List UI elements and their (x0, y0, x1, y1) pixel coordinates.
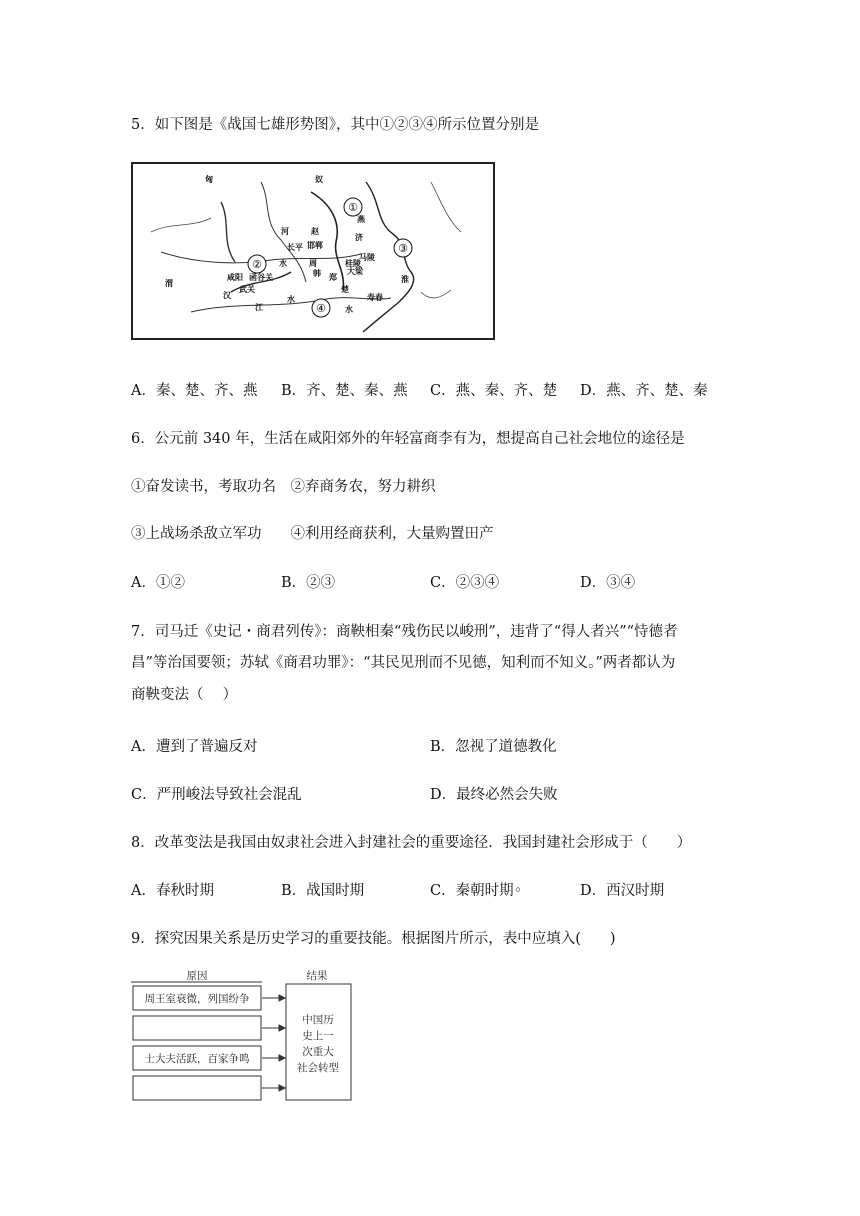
q5-stem: 5．如下图是《战国七雄形势图》，其中①②③④所示位置分别是 (131, 117, 539, 133)
map-label: 匈 (205, 175, 213, 184)
map-num-4: ④ (316, 302, 326, 315)
map-label: 水 (279, 259, 287, 268)
map-label: 武关 (239, 285, 255, 294)
map-label: 济 (355, 233, 363, 242)
q7-line-1: 7．司马迁《史记・商君列传》：商鞅相秦“残伤民以峻刑”，违背了“得人者兴”“恃德者 (131, 624, 678, 640)
q6-stem: 6．公元前 340 年，生活在咸阳郊外的年轻富商李有为，想提高自己社会地位的途径是 (131, 431, 685, 447)
result-line-1: 中国历 (302, 1014, 334, 1026)
q6-option-a: A．①② (131, 575, 185, 591)
map-label: 赵 (311, 227, 319, 236)
cause-1: 周王室衰微，列国纷争 (144, 993, 250, 1005)
result-line-2: 史上一 (302, 1030, 334, 1042)
warring-states-map (131, 162, 495, 342)
map-label: 函谷关 (249, 273, 273, 282)
map-label: 汉 (223, 291, 231, 300)
result-line-3: 次重大 (302, 1046, 334, 1058)
map-label: 渭 (165, 279, 173, 288)
map-label: 水 (287, 295, 295, 304)
map-label: 楚 (341, 285, 349, 294)
q5-option-c: C．燕、秦、齐、楚 (430, 383, 558, 399)
q7-line-3: 商鞅变法（ ） (131, 687, 238, 703)
q8-option-c: C．秦朝时期◦ (430, 883, 523, 899)
q5-option-a: A．秦、楚、齐、燕 (131, 383, 258, 399)
map-num-3: ③ (398, 242, 408, 255)
q6-item-1: ①奋发读书，考取功名 ②弃商务农，努力耕织 (131, 479, 436, 495)
q8-option-d: D．西汉时期 (580, 883, 665, 899)
result-line-4: 社会转型 (297, 1062, 339, 1074)
q6-item-2: ③上战场杀敌立军功 ④利用经商获利，大量购置田产 (131, 526, 494, 542)
map-label: 江 (255, 303, 263, 312)
map-label: 韩 (313, 269, 321, 278)
map-label: 郑 (329, 273, 337, 282)
map-label: 寿春 (367, 293, 383, 302)
q5-option-b: B．齐、楚、秦、燕 (281, 383, 408, 399)
q6-option-d: D．③④ (580, 575, 636, 591)
map-label: 桂陵 (345, 259, 361, 268)
q6-option-c: C．②③④ (430, 575, 500, 591)
map-label: 大梁 (347, 267, 363, 276)
map-label: 河 (281, 227, 289, 236)
map-num-2: ② (252, 258, 262, 271)
q7-option-a: A．遭到了普遍反对 (131, 739, 258, 755)
result-header: 结果 (306, 970, 328, 982)
cause-header: 原因 (186, 970, 208, 982)
cause-3: 士大夫活跃，百家争鸣 (144, 1053, 250, 1065)
map-label: 淮 (401, 275, 409, 284)
q7-option-d: D．最终必然会失败 (430, 787, 558, 803)
map-label: 咸阳 (227, 273, 243, 282)
q5-option-d: D．燕、齐、楚、秦 (580, 383, 708, 399)
q7-option-b: B．忽视了道德教化 (430, 739, 557, 755)
q9-stem: 9．探究因果关系是历史学习的重要技能。根据图片所示，表中应填入( ) (131, 931, 616, 947)
q6-option-b: B．②③ (281, 575, 336, 591)
q7-option-c: C．严刑峻法导致社会混乱 (131, 787, 302, 803)
map-label: 奴 (315, 175, 323, 184)
q8-option-a: A．春秋时期 (131, 883, 214, 899)
q7-line-2: 昌”等治国要领；苏轼《商君功罪》：“其民见刑而不见德，知利而不知义。”两者都认为 (131, 655, 676, 671)
cause-effect-table (131, 968, 353, 1102)
map-label: 邯郸 (307, 241, 323, 250)
map-num-1: ① (348, 201, 358, 214)
map-label: 周 (309, 259, 317, 268)
map-label: 马陵 (359, 253, 375, 262)
map-label: 水 (345, 305, 353, 314)
map-label: 长平 (287, 243, 303, 252)
q8-option-b: B．战国时期 (281, 883, 365, 899)
q8-stem: 8．改革变法是我国由奴隶社会进入封建社会的重要途径．我国封建社会形成于（ ） (131, 835, 692, 851)
map-label: 燕 (357, 215, 365, 224)
